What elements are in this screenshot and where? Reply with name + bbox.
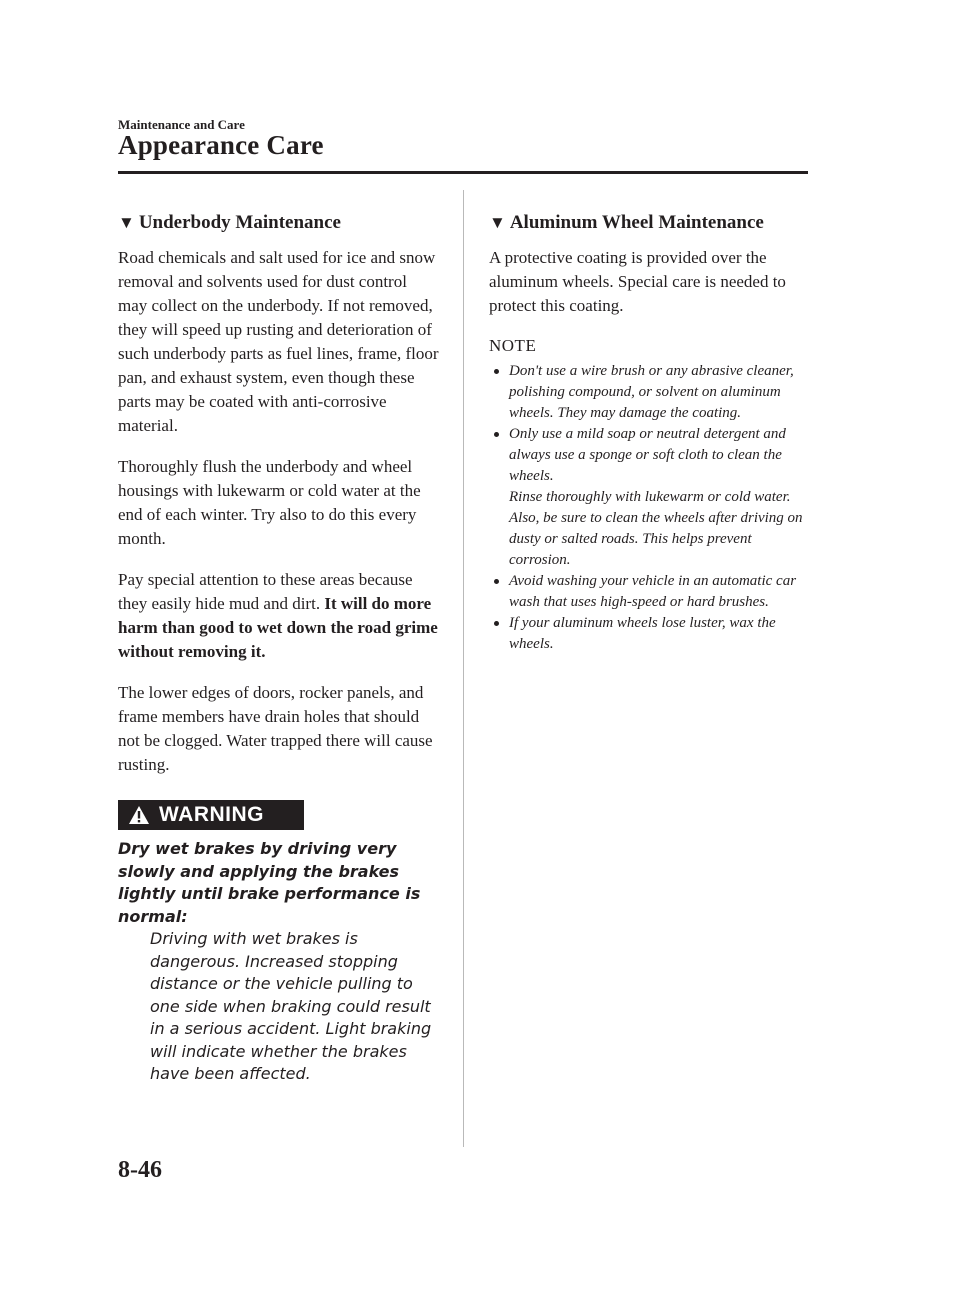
warning-detail: Driving with wet brakes is dangerous. Increased stopping distance or the vehicle pulling to one side when braking could result in a serious accident. Light braking will indicate whether the brakes have been affected. xyxy=(150,929,432,1083)
note-item: If your aluminum wheels lose luster, wax the wheels. xyxy=(489,613,811,655)
note-list xyxy=(489,361,811,655)
aluminum-paragraph: A protective coating is provided over the aluminum wheels. Special care is needed to protect this coating. xyxy=(489,248,786,315)
bullet-icon xyxy=(494,621,499,626)
bullet-icon xyxy=(494,432,499,437)
warning-lead: Dry wet brakes by driving very slowly and applying the brakes lightly until brake performance is normal: xyxy=(118,839,421,926)
right-column xyxy=(489,210,811,655)
underbody-paragraph-3: Pay special attention to these areas because they easily hide mud and dirt. It will do more harm than good to wet down the road grime without removing it. xyxy=(118,570,438,661)
underbody-heading: ▼ Underbody Maintenance xyxy=(118,212,341,233)
column-divider xyxy=(463,190,464,1147)
triangle-down-icon: ▼ xyxy=(118,213,135,232)
underbody-paragraph-1: Road chemicals and salt used for ice and snow removal and solvents used for dust control may collect on the underbody. If not removed, they will speed up rusting and deterioration of such underbody parts as fuel lines, frame, floor pan, and exhaust system, even though these parts may be coated with anti-corrosive material. xyxy=(118,248,439,435)
aluminum-wheel-heading: ▼ Aluminum Wheel Maintenance xyxy=(489,212,764,233)
note-item: Don't use a wire brush or any abrasive cleaner, polishing compound, or solvent on aluminum wheels. They may damage the coating. xyxy=(489,361,811,424)
bullet-icon xyxy=(494,369,499,374)
note-item: Avoid washing your vehicle in an automatic car wash that uses high-speed or hard brushes. xyxy=(489,571,811,613)
warning-triangle-icon xyxy=(128,805,150,825)
underbody-paragraph-2: Thoroughly flush the underbody and wheel housings with lukewarm or cold water at the end of each winter. Try also to do this every month. xyxy=(118,457,421,548)
section-label: Maintenance and Care xyxy=(118,117,245,132)
note-item: Only use a mild soap or neutral detergent and always use a sponge or soft cloth to clean the wheels. Rinse thoroughly with lukewarm or cold water. Also, be sure to clean the wheels after driving on dusty or salted roads. This helps prevent corrosion. xyxy=(489,424,811,571)
underbody-paragraph-4: The lower edges of doors, rocker panels, and frame members have drain holes that should not be clogged. Water trapped there will cause rusting. xyxy=(118,683,433,774)
emphasis-text: It will do more harm than good to wet down the road grime without removing it. xyxy=(118,594,438,661)
left-column xyxy=(118,210,440,1086)
title-rule xyxy=(118,171,808,174)
warning-badge xyxy=(118,800,304,830)
warning-text xyxy=(118,838,440,1086)
warning-label: WARNING xyxy=(159,803,264,826)
bullet-icon xyxy=(494,579,499,584)
page-number: 8-46 xyxy=(118,1157,162,1183)
note-label: NOTE xyxy=(489,336,537,355)
triangle-down-icon: ▼ xyxy=(489,213,506,232)
page-title: Appearance Care xyxy=(118,130,324,160)
